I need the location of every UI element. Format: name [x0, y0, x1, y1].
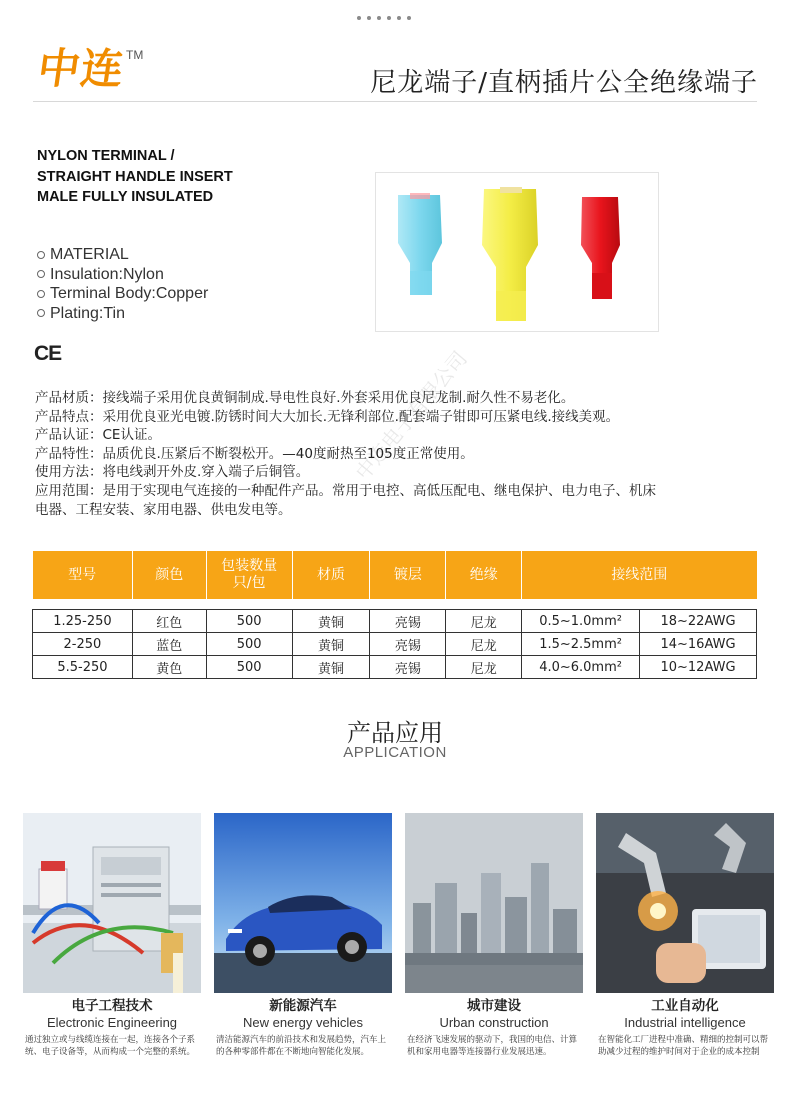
table-header-row	[33, 551, 757, 599]
application-title: 产品应用	[347, 719, 443, 747]
table-row	[33, 610, 757, 633]
cell-wire-range-awg: 14~16AWG	[640, 633, 757, 656]
cell-color: 红色	[132, 610, 206, 633]
cell-quantity: 500	[206, 610, 292, 633]
decorative-dots	[357, 16, 411, 20]
cell-insulation: 尼龙	[446, 656, 522, 679]
brand-logo-text: 中连	[34, 44, 128, 93]
application-description: 通过独立或与线缆连接在一起，连接各个子系统、电子设备等，从而构成一个完整的系统。	[25, 1035, 196, 1057]
spec-table	[32, 551, 757, 679]
application-name-cn: 城市建设	[467, 998, 521, 1014]
application-card-industrial	[596, 813, 774, 1058]
description-line: 产品材质：接线端子采用优良黄铜制成.导电性良好.外套采用优良尼龙制.耐久性不易老化。	[35, 390, 575, 406]
table-row	[33, 656, 757, 679]
description-line: 产品特点：采用优良亚光电镀.防锈时间大大加长.无锋利部位.配套端子钳即可压紧电线.接线美观。	[35, 408, 620, 425]
blue-terminal	[398, 193, 442, 295]
application-name-en: Industrial intelligence	[624, 1015, 746, 1030]
column-header: 型号	[33, 551, 133, 599]
watermark: 中连电子有限公司	[350, 346, 472, 485]
application-name-cn: 新能源汽车	[269, 998, 337, 1014]
cell-plating: 亮锡	[370, 610, 446, 633]
cell-insulation: 尼龙	[446, 633, 522, 656]
brand-logo	[34, 44, 144, 93]
spec-item	[37, 304, 208, 324]
application-description: 清洁能源汽车的前沿技术和发展趋势，汽车上的各种零部件都在不断地向智能化发展。	[216, 1035, 387, 1057]
yellow-terminal	[482, 187, 538, 321]
cell-wire-range-awg: 18~22AWG	[640, 610, 757, 633]
application-name-cn: 工业自动化	[651, 998, 719, 1014]
spec-item	[37, 284, 208, 304]
application-card-urban	[405, 813, 583, 1058]
application-card-electronic	[23, 813, 201, 1058]
application-name-en: New energy vehicles	[243, 1015, 363, 1030]
description-line: 应用范围：是用于实现电气连接的一种配件产品。常用于电控、高低压配电、继电保护、电力电子、机床	[35, 482, 656, 499]
cell-model: 1.25-250	[33, 610, 133, 633]
cell-wire-range-mm: 0.5~1.0mm²	[522, 610, 640, 633]
cell-wire-range-mm: 4.0~6.0mm²	[522, 656, 640, 679]
new-energy-vehicles-image	[214, 813, 392, 993]
red-terminal	[581, 197, 620, 299]
column-header: 绝缘	[446, 551, 522, 599]
cell-material: 黄铜	[292, 656, 370, 679]
column-header: 镀层	[370, 551, 446, 599]
cell-material: 黄铜	[292, 633, 370, 656]
spec-item-label: Plating:Tin	[50, 304, 125, 322]
cell-wire-range-mm: 1.5~2.5mm²	[522, 633, 640, 656]
description-line: 电器、工程安装、家用电器、供电发电等。	[35, 501, 292, 518]
application-name-en: Urban construction	[439, 1015, 549, 1030]
application-subtitle: APPLICATION	[343, 744, 447, 761]
table-row	[33, 633, 757, 656]
ce-mark-icon: CE	[34, 342, 62, 365]
spec-item	[37, 265, 208, 285]
urban-construction-image	[405, 813, 583, 993]
description-line: 产品特性：品质优良.压紧后不断裂松开。—40度耐热至105度正常使用。	[35, 445, 474, 462]
circle-bullet-icon	[37, 270, 45, 278]
trademark-symbol: TM	[126, 48, 144, 62]
application-name-en: Electronic Engineering	[46, 1015, 178, 1030]
application-name-cn: 电子工程技术	[71, 998, 153, 1014]
cell-model: 5.5-250	[33, 656, 133, 679]
column-header: 材质	[292, 551, 370, 599]
cell-material: 黄铜	[292, 610, 370, 633]
column-header: 接线范围	[522, 551, 757, 599]
application-description: 在经济飞速发展的驱动下，我国的电信、计算机和家用电器等连接器行业发展迅速。	[407, 1035, 578, 1057]
product-photo	[375, 172, 659, 332]
application-description: 在智能化工厂进程中准确、精细的控制可以帮助减少过程的维护时间对于企业的成本控制	[598, 1035, 769, 1057]
column-header: 颜色	[132, 551, 206, 599]
cell-color: 黄色	[132, 656, 206, 679]
cell-plating: 亮锡	[370, 633, 446, 656]
circle-bullet-icon	[37, 251, 45, 259]
cell-plating: 亮锡	[370, 656, 446, 679]
description-line: 使用方法：将电线剥开外皮.穿入端子后铜管。	[35, 464, 310, 481]
spec-item-label: Insulation:Nylon	[50, 265, 164, 283]
cell-insulation: 尼龙	[446, 610, 522, 633]
electronic-engineering-image	[23, 813, 201, 993]
product-description	[35, 389, 765, 519]
column-header: 包装数量 只/包	[206, 551, 292, 599]
spec-item-label: MATERIAL	[50, 246, 129, 263]
page-title: 尼龙端子/直柄插片公全绝缘端子	[370, 68, 758, 98]
application-card-vehicles	[214, 813, 392, 1058]
spec-list	[37, 245, 208, 323]
circle-bullet-icon	[37, 290, 45, 298]
cell-color: 蓝色	[132, 633, 206, 656]
title-divider	[33, 101, 757, 102]
cell-quantity: 500	[206, 633, 292, 656]
cell-quantity: 500	[206, 656, 292, 679]
industrial-automation-image	[596, 813, 774, 993]
circle-bullet-icon	[37, 309, 45, 317]
spec-item	[37, 245, 208, 265]
cell-model: 2-250	[33, 633, 133, 656]
description-line: 产品认证：CE认证。	[35, 427, 161, 444]
terminals-illustration	[376, 173, 658, 331]
cell-wire-range-awg: 10~12AWG	[640, 656, 757, 679]
product-english-title: NYLON TERMINAL / STRAIGHT HANDLE INSERT MALE FULLY INSULATED	[37, 148, 233, 205]
spec-item-label: Terminal Body:Copper	[50, 285, 209, 302]
